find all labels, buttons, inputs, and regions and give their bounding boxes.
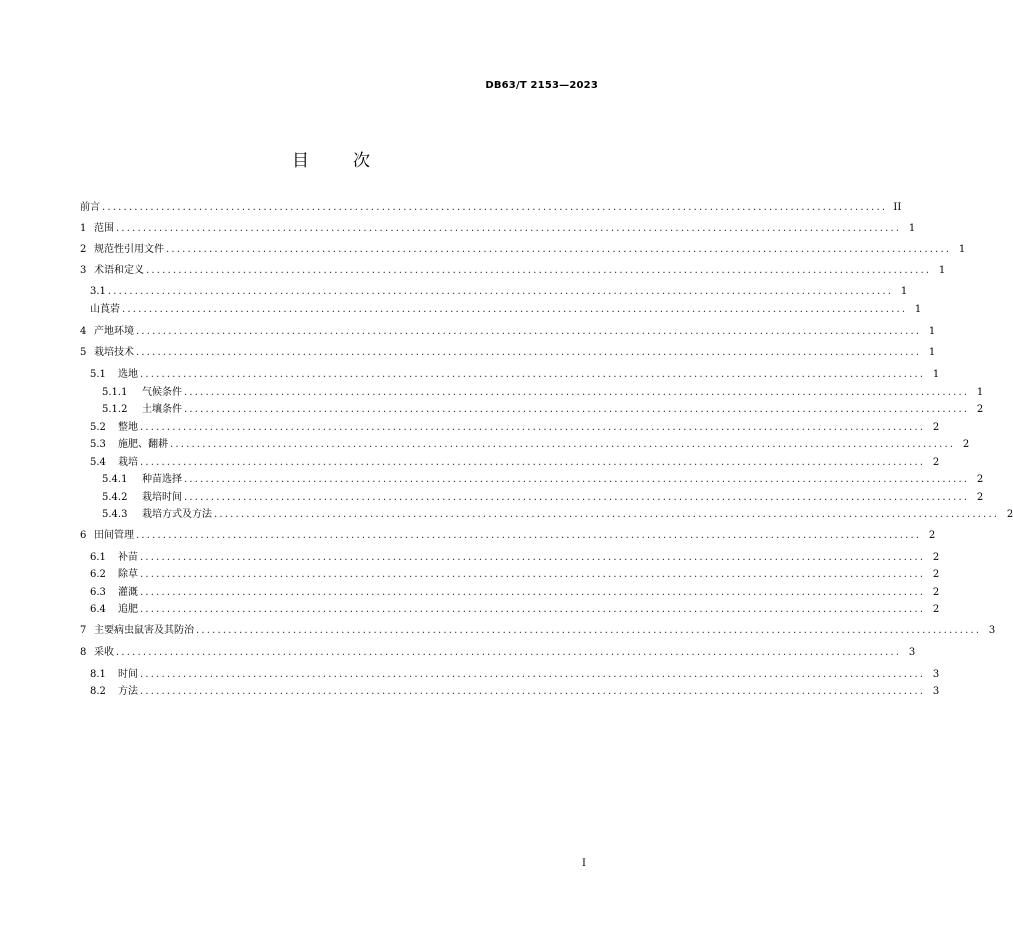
toc-page: 2 (932, 569, 940, 580)
toc-number: 5.2 (90, 422, 106, 433)
toc-entry-5-4-3[interactable]: 5.4.3 栽培方式及方法 .................................................................................................................................................. 2 (80, 506, 594, 523)
toc-entry-4[interactable]: 4 产地环境 .................................................................................................................................................. 1 (80, 323, 594, 340)
toc-page: 3 (988, 625, 996, 636)
toc-number: 5.4.1 (102, 474, 128, 485)
toc-entry-8-2[interactable]: 8.2 方法 .................................................................................................................................................. 3 (80, 683, 594, 700)
toc-page: 1 (928, 326, 936, 337)
toc-page: 2 (932, 604, 940, 615)
toc-number: 3 (80, 265, 87, 276)
toc-label: 产地环境 (94, 326, 134, 337)
toc-page: 1 (928, 347, 936, 358)
toc-label: 除草 (118, 569, 138, 580)
toc-entry-5-1-1[interactable]: 5.1.1 气候条件 .................................................................................................................................................. 1 (80, 384, 594, 401)
toc-entry-6-3[interactable]: 6.3 灌溉 .................................................................................................................................................. 2 (80, 584, 594, 601)
toc-page: 2 (932, 552, 940, 563)
toc-page: 2 (932, 587, 940, 598)
toc-page: II (893, 202, 902, 213)
toc-label: 气候条件 (142, 387, 182, 398)
toc-label: 时间 (118, 669, 138, 680)
toc-label: 采收 (94, 647, 114, 658)
toc-number: 2 (80, 244, 87, 255)
toc-label: 种苗选择 (142, 474, 182, 485)
toc-number: 6 (80, 530, 87, 541)
toc-label: 栽培技术 (94, 347, 134, 358)
title-char-2: 次 (353, 151, 370, 171)
toc-label: 灌溉 (118, 587, 138, 598)
toc-entry-8[interactable]: 8 采收 .................................................................................................................................................. 3 (80, 644, 594, 661)
toc-number: 1 (80, 223, 87, 234)
toc-number: 5.4 (90, 457, 106, 468)
toc-number: 6.2 (90, 569, 106, 580)
toc-label: 整地 (118, 422, 138, 433)
page-number: I (582, 858, 586, 869)
toc-label: 栽培方式及方法 (142, 509, 212, 520)
toc-label: 选地 (118, 369, 138, 380)
toc-page: 1 (908, 223, 916, 234)
toc-label: 规范性引用文件 (94, 244, 164, 255)
toc-page: 2 (976, 404, 984, 415)
toc-label: 前言 (80, 202, 100, 213)
toc-entry-5-1-2[interactable]: 5.1.2 土壤条件 .................................................................................................................................................. 2 (80, 401, 594, 418)
toc-number: 6.3 (90, 587, 106, 598)
toc-label: 追肥 (118, 604, 138, 615)
toc-label: 山莨菪 (90, 304, 120, 315)
toc-page: 2 (1006, 509, 1013, 520)
toc-entry-3-1[interactable]: 3.1 .................................................................................................................................................. 1 (80, 283, 594, 300)
toc-entry-shanlangdang[interactable]: 山莨菪 .................................................................................................................................................. 1 (80, 301, 594, 318)
toc-page: 1 (958, 244, 966, 255)
toc-label: 栽培 (118, 457, 138, 468)
toc-page: 2 (932, 422, 940, 433)
toc-entry-5[interactable]: 5 栽培技术 .................................................................................................................................................. 1 (80, 344, 594, 361)
toc-entry-1[interactable]: 1 范围 .................................................................................................................................................. 1 (80, 220, 594, 237)
toc-label: 田间管理 (94, 530, 134, 541)
document-code: DB63/T 2153—2023 (485, 80, 598, 91)
toc-entry-3[interactable]: 3 术语和定义 .................................................................................................................................................. 1 (80, 262, 594, 279)
toc-page: 2 (928, 530, 936, 541)
toc-page: 3 (932, 669, 940, 680)
toc-entry-foreword[interactable]: 前言 .................................................................................................................................................. II (80, 199, 594, 216)
toc-page: 2 (932, 457, 940, 468)
toc-number: 7 (80, 625, 87, 636)
toc-entry-7[interactable]: 7 主要病虫鼠害及其防治 .................................................................................................................................................. 3 (80, 622, 594, 639)
toc-page: 1 (932, 369, 940, 380)
toc-page: 1 (938, 265, 946, 276)
toc-label: 术语和定义 (94, 265, 144, 276)
toc-entry-6-1[interactable]: 6.1 补苗 .................................................................................................................................................. 2 (80, 549, 594, 566)
toc-entry-5-1[interactable]: 5.1 选地 .................................................................................................................................................. 1 (80, 366, 594, 383)
toc-label: 方法 (118, 686, 138, 697)
toc-entry-5-4-2[interactable]: 5.4.2 栽培时间 .................................................................................................................................................. 2 (80, 489, 594, 506)
toc-number: 5.1.1 (102, 387, 128, 398)
toc-entry-6[interactable]: 6 田间管理 .................................................................................................................................................. 2 (80, 527, 594, 544)
toc-number: 5.1.2 (102, 404, 128, 415)
toc-page: 2 (962, 439, 970, 450)
toc-label: 栽培时间 (142, 492, 182, 503)
toc-number: 6.1 (90, 552, 106, 563)
toc-page: 3 (932, 686, 940, 697)
title-char-1: 目 (292, 151, 309, 171)
toc-entry-6-4[interactable]: 6.4 追肥 .................................................................................................................................................. 2 (80, 601, 594, 618)
toc-number: 5 (80, 347, 87, 358)
toc-page: 1 (976, 387, 984, 398)
toc-label: 土壤条件 (142, 404, 182, 415)
toc-number: 5.4.3 (102, 509, 128, 520)
toc-page: 2 (976, 474, 984, 485)
toc-label: 主要病虫鼠害及其防治 (94, 625, 194, 636)
toc-entry-2[interactable]: 2 规范性引用文件 .................................................................................................................................................. 1 (80, 241, 594, 258)
toc-number: 6.4 (90, 604, 106, 615)
toc-number: 8 (80, 647, 87, 658)
toc-page: 1 (900, 286, 908, 297)
toc-number: 8.2 (90, 686, 106, 697)
toc-label: 补苗 (118, 552, 138, 563)
page-title (0, 146, 662, 171)
toc-number: 5.4.2 (102, 492, 128, 503)
toc-number: 4 (80, 326, 87, 337)
toc-number: 8.1 (90, 669, 106, 680)
toc-entry-6-2[interactable]: 6.2 除草 .................................................................................................................................................. 2 (80, 566, 594, 583)
toc-entry-5-2[interactable]: 5.2 整地 .................................................................................................................................................. 2 (80, 419, 594, 436)
toc-entry-5-3[interactable]: 5.3 施肥、翻耕 .................................................................................................................................................. 2 (80, 436, 594, 453)
toc-number: 3.1 (90, 286, 106, 297)
toc-entry-8-1[interactable]: 8.1 时间 .................................................................................................................................................. 3 (80, 666, 594, 683)
toc-entry-5-4[interactable]: 5.4 栽培 .................................................................................................................................................. 2 (80, 454, 594, 471)
toc-page: 2 (976, 492, 984, 503)
toc-number: 5.1 (90, 369, 106, 380)
toc-page: 1 (914, 304, 922, 315)
toc-page: 3 (908, 647, 916, 658)
toc-number: 5.3 (90, 439, 106, 450)
toc-entry-5-4-1[interactable]: 5.4.1 种苗选择 .................................................................................................................................................. 2 (80, 471, 594, 488)
toc-label: 范围 (94, 223, 114, 234)
toc-label: 施肥、翻耕 (118, 439, 168, 450)
